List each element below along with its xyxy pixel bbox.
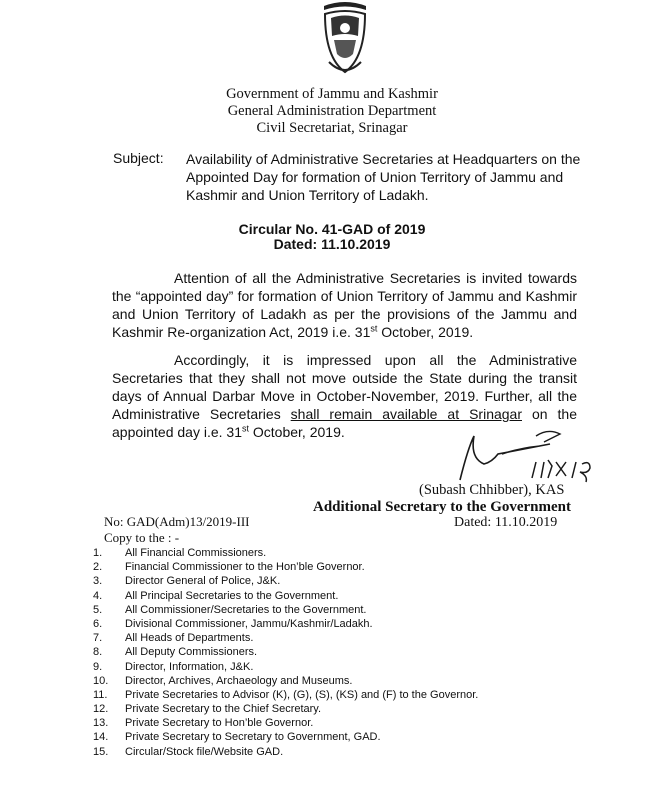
list-item [93, 560, 478, 574]
signer-title: Additional Secretary to the Government [313, 499, 572, 515]
list-item [93, 617, 478, 631]
reference-number: No: GAD(Adm)13/2019-III [104, 514, 250, 529]
list-item [93, 574, 478, 588]
list-item-text: All Principal Secretaries to the Government. [125, 589, 339, 602]
list-item-text: Financial Commissioner to the Hon’ble Governor. [125, 561, 365, 574]
copy-to-list [93, 546, 478, 759]
copy-to-label: Copy to the : - [104, 530, 180, 545]
list-item-text: Divisional Commissioner, Jammu/Kashmir/Ladakh. [125, 617, 373, 630]
list-item [93, 674, 478, 688]
list-item-text: Private Secretaries to Advisor (K), (G), (S), (KS) and (F) to the Governor. [125, 688, 479, 701]
list-item [93, 702, 478, 716]
list-item-text: All Deputy Commissioners. [125, 646, 258, 659]
list-item-number: 2. [93, 561, 103, 574]
list-item-number: 4. [93, 589, 103, 602]
paragraph-1-end: October, 2019. [377, 324, 474, 340]
list-item-text: Private Secretary to Hon’ble Governor. [125, 717, 314, 730]
list-item-text: Director, Archives, Archaeology and Museums. [125, 674, 353, 687]
list-item-number: 10. [93, 674, 109, 687]
list-item-text: All Heads of Departments. [125, 632, 254, 645]
reference-date: Dated: 11.10.2019 [454, 515, 558, 530]
list-item-number: 9. [93, 660, 103, 673]
state-emblem-icon [320, 0, 370, 80]
list-item-number: 7. [93, 632, 103, 645]
list-item-text: Director, Information, J&K. [125, 660, 254, 673]
list-item-text: Circular/Stock file/Website GAD. [125, 745, 284, 758]
list-item-number: 3. [93, 575, 103, 588]
list-item [93, 645, 478, 659]
list-item [93, 660, 478, 674]
list-item [93, 716, 478, 730]
list-item-number: 1. [93, 547, 103, 559]
paragraph-1 [112, 269, 577, 341]
list-item-number: 5. [93, 603, 103, 616]
paragraph-2-text: Accordingly, it is impressed upon all the Administrative Secretaries that they shall not move outside the State during the transit days of Annual Darbar Move in October-November, 2019. Further, all the Administrative Secretaries [112, 352, 577, 422]
circular-date: Dated: 11.10.2019 [273, 236, 391, 252]
list-item-text: Director General of Police, J&K. [125, 575, 281, 588]
list-item-number: 11. [93, 688, 108, 701]
list-item [93, 688, 478, 702]
list-item [93, 730, 478, 744]
list-item-text: All Financial Commissioners. [125, 547, 267, 559]
header-location: Civil Secretariat, Srinagar [256, 120, 408, 136]
list-item [93, 631, 478, 645]
signer-name: (Subash Chhibber), KAS [419, 482, 565, 498]
list-item-number: 6. [93, 617, 103, 630]
paragraph-1-superscript: st [370, 323, 378, 334]
list-item [93, 546, 478, 560]
list-item-number: 15. [93, 745, 109, 758]
list-item [93, 745, 478, 759]
list-item-number: 14. [93, 731, 109, 744]
paragraph-2-after: on the appointed day i.e. 31 [112, 406, 577, 440]
handwritten-signature [440, 418, 600, 488]
list-item-text: All Commissioner/Secretaries to the Government. [125, 603, 367, 616]
list-item-text: Private Secretary to Secretary to Government, GAD. [125, 731, 381, 744]
list-item [93, 603, 478, 617]
subject-text: Availability of Administrative Secretaries at Headquarters on the Appointed Day for formation of Union Territory of Jammu and Kashmir and Union Territory of Ladakh. [186, 151, 581, 203]
list-item-number: 12. [93, 703, 109, 716]
list-item [93, 589, 478, 603]
circular-number: Circular No. 41-GAD of 2019 [238, 221, 426, 237]
paragraph-1-text: Attention of all the Administrative Secretaries is invited towards the “appointed day” for formation of Union Territory of Jammu and Kashmir and Union Territory of Ladakh as per the provisions of the Jammu and Kashmir Re-organization Act, 2019 i.e. 31 [112, 270, 577, 340]
paragraph-2-underlined: shall remain available at Srinagar [290, 406, 522, 422]
paragraph-2-superscript: st [242, 423, 250, 434]
paragraph-2-end: October, 2019. [249, 424, 345, 440]
list-item-text: Private Secretary to the Chief Secretary. [125, 703, 322, 716]
header-department: General Administration Department [227, 103, 437, 119]
list-item-number: 8. [93, 646, 103, 659]
list-item-number: 13. [93, 717, 109, 730]
subject-label: Subject: [113, 150, 164, 166]
header-government: Government of Jammu and Kashmir [226, 86, 438, 102]
